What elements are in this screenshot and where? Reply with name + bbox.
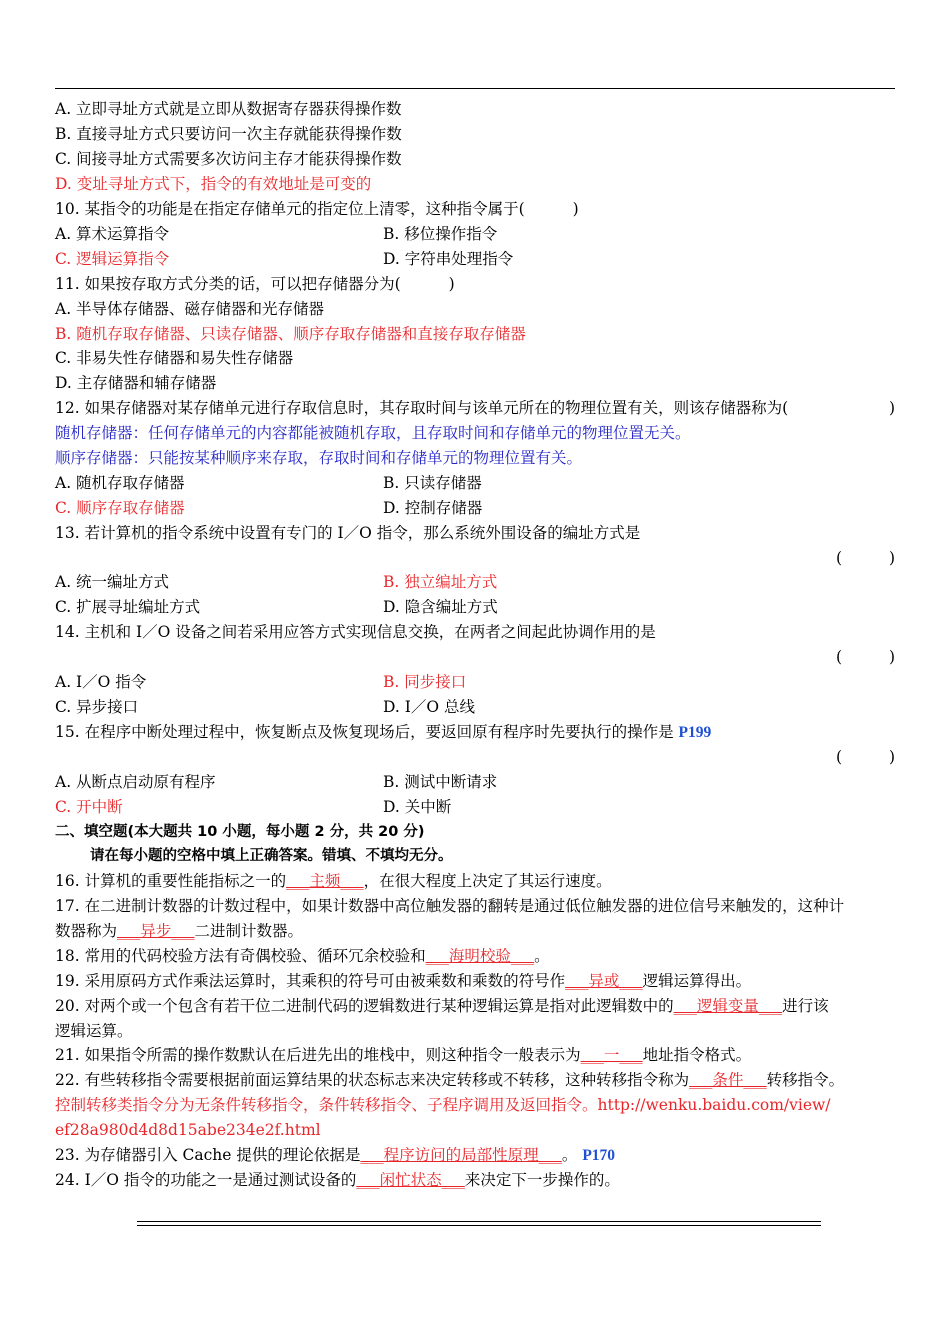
q12-note-random: 随机存储器：任何存储单元的内容都能被随机存取，且存取时间和存储单元的物理位置无关。: [55, 424, 691, 442]
q9-option-a: A. 立即寻址方式就是立即从数据寄存器获得操作数: [55, 100, 402, 118]
q18: [55, 945, 550, 967]
q9-option-d-answer: D. 变址寻址方式下，指令的有效地址是可变的: [55, 175, 372, 193]
header-rule: [55, 88, 895, 89]
q17-line2: [55, 920, 303, 942]
q22-text: 22. 有些转移指令需要根据前面运算结果的状态标志来决定转移或不转移，这种转移指令称为: [55, 1071, 690, 1089]
q11-stem: [55, 273, 455, 295]
q13-option-b-answer: B. 独立编址方式: [383, 573, 498, 591]
q24: [55, 1169, 620, 1191]
q11-stem-text: 11. 如果按存取方式分类的话，可以把存储器分为(: [55, 275, 401, 293]
q20-text-end: 进行该: [782, 997, 829, 1015]
q22-note: 控制转移类指令分为无条件转移指令，条件转移指令、子程序调用及返回指令。http://wenku.baidu.com/view/: [55, 1096, 831, 1114]
q12-option-a: A. 随机存取存储器: [55, 474, 185, 492]
q15-paren-close: ): [889, 748, 896, 766]
q19: [55, 970, 751, 992]
q13-option-c: C. 扩展寻址编址方式: [55, 598, 201, 616]
q19-answer: ___异或___: [565, 972, 643, 990]
q14-option-d: D. I／O 总线: [383, 698, 475, 716]
q12-option-d: D. 控制存储器: [383, 499, 483, 517]
q13-stem: 13. 若计算机的指令系统中设置有专门的 I／O 指令，那么系统外围设备的编址方式是: [55, 524, 641, 542]
q21-answer: ___一___: [580, 1046, 643, 1064]
q23-text-end: 。: [561, 1146, 578, 1164]
q15-option-c-answer: C. 开中断: [55, 798, 123, 816]
q17-line1: 17. 在二进制计数器的计数过程中，如果计数器中高位触发器的翻转是通过低位触发器的进位信号来触发的，这种计: [55, 897, 845, 915]
q12-stem: 12. 如果存储器对某存储单元进行存取信息时，其存取时间与该单元所在的物理位置有关，则该存储器称为(: [55, 399, 789, 417]
q23-answer: ___程序访问的局部性原理___: [360, 1146, 562, 1164]
q23: [55, 1144, 615, 1166]
q13-paren-close: ): [889, 549, 896, 567]
q20-text: 20. 对两个或一个包含有若干位二进制代码的逻辑数进行某种逻辑运算是指对此逻辑数中的: [55, 997, 674, 1015]
section2-title: 二、填空题(本大题共 10 小题，每小题 2 分，共 20 分): [55, 824, 425, 840]
q11-option-a: A. 半导体存储器、磁存储器和光存储器: [55, 300, 325, 318]
q12-paren-close: ): [889, 399, 896, 417]
q10-option-b: B. 移位操作指令: [383, 225, 498, 243]
q24-text: 24. I／O 指令的功能之一是通过测试设备的: [55, 1171, 357, 1189]
q9-option-b: B. 直接寻址方式只要访问一次主存就能获得操作数: [55, 125, 402, 143]
q18-text: 18. 常用的代码校验方法有奇偶校验、循环冗余校验和: [55, 947, 426, 965]
q14-stem: 14. 主机和 I／O 设备之间若采用应答方式实现信息交换，在两者之间起此协调作用的是: [55, 623, 656, 641]
q19-text-end: 逻辑运算得出。: [642, 972, 752, 990]
q22: [55, 1069, 844, 1091]
q21: [55, 1044, 751, 1066]
q10-option-c-answer: C. 逻辑运算指令: [55, 250, 170, 268]
q15-stem: [55, 721, 711, 743]
q22-note-url[interactable]: ef28a980d4d8d15abe234e2f.html: [55, 1121, 321, 1139]
q14-option-a: A. I／O 指令: [55, 673, 147, 691]
q17-text: 数器称为: [55, 922, 118, 940]
q10-paren-close: ): [572, 200, 579, 218]
q15-paren-open: (: [836, 748, 843, 766]
q19-text: 19. 采用原码方式作乘法运算时，其乘积的符号可由被乘数和乘数的符号作: [55, 972, 566, 990]
q23-page-ref: P170: [582, 1147, 616, 1164]
q17-text-end: 二进制计数器。: [194, 922, 304, 940]
q10-stem-text: 10. 某指令的功能是在指定存储单元的指定位上清零，这种指令属于(: [55, 200, 525, 218]
q14-paren-open: (: [836, 648, 843, 666]
footer-double-rule: [137, 1221, 821, 1226]
q15-page-ref: P199: [678, 724, 712, 741]
q11-option-d: D. 主存储器和辅存储器: [55, 374, 217, 392]
q21-text-end: 地址指令格式。: [642, 1046, 752, 1064]
q10-option-a: A. 算术运算指令: [55, 225, 170, 243]
q11-option-b-answer: B. 随机存取存储器、只读存储器、顺序存取存储器和直接存取存储器: [55, 325, 526, 343]
q11-paren-close: ): [448, 275, 455, 293]
q15-stem-text: 15. 在程序中断处理过程中，恢复断点及恢复现场后，要返回原有程序时先要执行的操作是: [55, 723, 674, 741]
q10-stem: [55, 198, 579, 220]
q18-answer: ___海明校验___: [425, 947, 535, 965]
q23-text: 23. 为存储器引入 Cache 提供的理论依据是: [55, 1146, 361, 1164]
q12-option-c-answer: C. 顺序存取存储器: [55, 499, 185, 517]
q14-option-b-answer: B. 同步接口: [383, 673, 467, 691]
q12-note-sequential: 顺序存储器：只能按某种顺序来存取，存取时间和存储单元的物理位置有关。: [55, 449, 583, 467]
q14-option-c: C. 异步接口: [55, 698, 139, 716]
q13-option-a: A. 统一编址方式: [55, 573, 170, 591]
q20-answer: ___逻辑变量___: [673, 997, 783, 1015]
q10-option-d: D. 字符串处理指令: [383, 250, 514, 268]
q21-text: 21. 如果指令所需的操作数默认在后进先出的堆栈中，则这种指令一般表示为: [55, 1046, 581, 1064]
q24-answer: ___闲忙状态___: [356, 1171, 465, 1189]
q15-option-d: D. 关中断: [383, 798, 452, 816]
q18-text-end: 。: [534, 947, 550, 965]
q24-text-end: 来决定下一步操作的。: [464, 1171, 620, 1189]
q9-option-c: C. 间接寻址方式需要多次访问主存才能获得操作数: [55, 150, 402, 168]
q20-line2: 逻辑运算。: [55, 1022, 133, 1040]
q15-option-b: B. 测试中断请求: [383, 773, 498, 791]
q12-option-b: B. 只读存储器: [383, 474, 482, 492]
q16: [55, 870, 612, 892]
q11-option-c: C. 非易失性存储器和易失性存储器: [55, 349, 294, 367]
q16-answer: ___主频___: [286, 872, 364, 890]
q13-paren-open: (: [836, 549, 843, 567]
q13-option-d: D. 隐含编址方式: [383, 598, 498, 616]
q22-answer: ___条件___: [689, 1071, 767, 1089]
q17-answer: ___异步___: [117, 922, 195, 940]
section2-instruction: 请在每小题的空格中填上正确答案。错填、不填均无分。: [90, 848, 453, 864]
q22-text-end: 转移指令。: [766, 1071, 845, 1089]
q16-text: 16. 计算机的重要性能指标之一的: [55, 872, 287, 890]
q16-text-end: ，在很大程度上决定了其运行速度。: [363, 872, 612, 890]
q15-option-a: A. 从断点启动原有程序: [55, 773, 216, 791]
q20-line1: [55, 995, 829, 1017]
q14-paren-close: ): [889, 648, 896, 666]
